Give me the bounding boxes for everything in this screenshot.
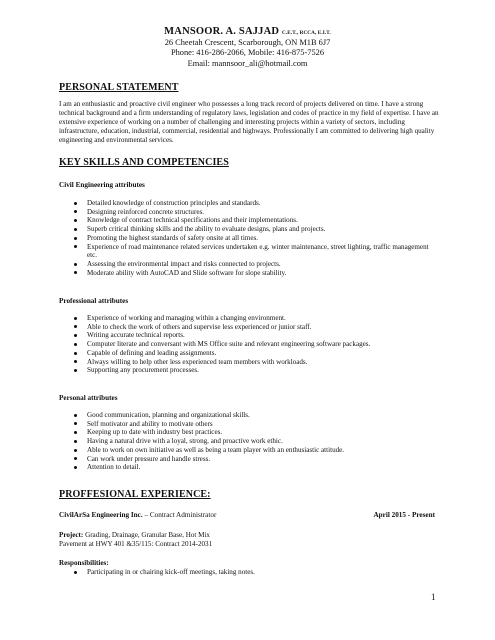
job-row bbox=[59, 511, 435, 519]
list-item: Designing reinforced concrete structures. bbox=[59, 208, 439, 217]
credentials: C.E.T., RCCA, E.I.T. bbox=[282, 30, 331, 36]
list-item: Participating in or chairing kick-off meetings, taking notes. bbox=[59, 568, 439, 577]
job-dates: April 2015 - Present bbox=[373, 511, 435, 519]
list-item: Self motivator and ability to motivate others bbox=[59, 420, 439, 429]
list-item: Superb critical thinking skills and the ability to evaluate designs, plans and projects. bbox=[59, 225, 439, 234]
page-number: 1 bbox=[431, 592, 436, 602]
professional-attributes-heading: Professional attributes bbox=[59, 297, 129, 305]
project-line bbox=[59, 531, 210, 540]
project-label: Project: bbox=[59, 531, 84, 539]
list-item: Experience of road maintenance related services undertaken e.g. winter maintenance, street lighting, traffic management etc. bbox=[59, 243, 439, 260]
key-skills-title: KEY SKILLS AND COMPETENCIES bbox=[59, 157, 229, 168]
list-item: Knowledge of contract technical specifications and their implementations. bbox=[59, 216, 439, 225]
email-line: Email: mannsoor_ali@hotmail.com bbox=[187, 58, 308, 68]
list-item: Good communication, planning and organizational skills. bbox=[59, 411, 439, 420]
list-item: Detailed knowledge of construction principles and standards. bbox=[59, 199, 439, 208]
phone-line: Phone: 416-286-2066, Mobile: 416-875-7526 bbox=[170, 48, 325, 58]
personal-statement-text: I am an enthusiastic and proactive civil engineer who possesses a long track record of projects delivered on time. I have a strong technical background and a firm understanding of regulatory laws, legislation and codes of practice in my field of expertise. I have an extensive experience of working on a number of challenging and interesting projects within a variety of sectors, including infrastructure, education, industrial, commercial, residential and highways. Professionally I am committed to delivering high quality engineering and environmental services. bbox=[59, 100, 439, 144]
experience-title: PROFFESIONAL EXPERIENCE: bbox=[59, 489, 211, 500]
responsibilities-label: Responsibilities: bbox=[59, 559, 109, 567]
project-text: Grading, Drainage, Granular Base, Hot Mix bbox=[83, 531, 210, 539]
candidate-name-line bbox=[0, 27, 495, 38]
list-item: Writing accurate technical reports. bbox=[59, 331, 439, 340]
list-item: Experience of working and managing within a changing environment. bbox=[59, 314, 439, 323]
list-item: Moderate ability with AutoCAD and Slide software for slope stability. bbox=[59, 269, 439, 278]
list-item: Keeping up to date with industry best practices. bbox=[59, 428, 439, 437]
company-name: CivilArSa Engineering Inc. bbox=[59, 511, 143, 519]
list-item: Assessing the environmental impact and risks connected to projects. bbox=[59, 260, 439, 269]
list-item: Able to work on own initiative as well as being a team player with an enthusiastic attitude. bbox=[59, 446, 439, 455]
list-item: Supporting any procurement processes. bbox=[59, 366, 439, 375]
contact-header bbox=[0, 27, 495, 69]
candidate-name: MANSOOR. A. SAJJAD bbox=[164, 26, 280, 37]
list-item: Always willing to help other less experienced team members with workloads. bbox=[59, 358, 439, 367]
list-item: Attention to detail. bbox=[59, 463, 439, 472]
list-item: Able to check the work of others and supervise less experienced or junior staff. bbox=[59, 323, 439, 332]
list-item: Computer literate and conversant with MS Office suite and relevant engineering software packages. bbox=[59, 340, 439, 349]
professional-attributes-list bbox=[59, 314, 439, 375]
personal-statement-title: PERSONAL STATEMENT bbox=[59, 82, 179, 93]
list-item: Promoting the highest standards of safety onsite at all times. bbox=[59, 234, 439, 243]
civil-attributes-list bbox=[59, 199, 439, 277]
address: 26 Cheetah Crescent, Scarborough, ON M1B 6J7 bbox=[164, 38, 331, 48]
list-item: Capable of defining and leading assignments. bbox=[59, 349, 439, 358]
pavement-line: Pavement at HWY 401 &35/115: Contract 2014-2031 bbox=[59, 540, 213, 548]
responsibilities-list bbox=[59, 568, 439, 577]
personal-attributes-list bbox=[59, 411, 439, 472]
list-item: Can work under pressure and handle stress. bbox=[59, 455, 439, 464]
job-role: – Contract Administrator bbox=[142, 511, 217, 519]
civil-attributes-heading: Civil Engineering attributes bbox=[59, 181, 145, 189]
list-item: Having a natural drive with a loyal, strong, and proactive work ethic. bbox=[59, 437, 439, 446]
personal-attributes-heading: Personal attributes bbox=[59, 394, 118, 402]
